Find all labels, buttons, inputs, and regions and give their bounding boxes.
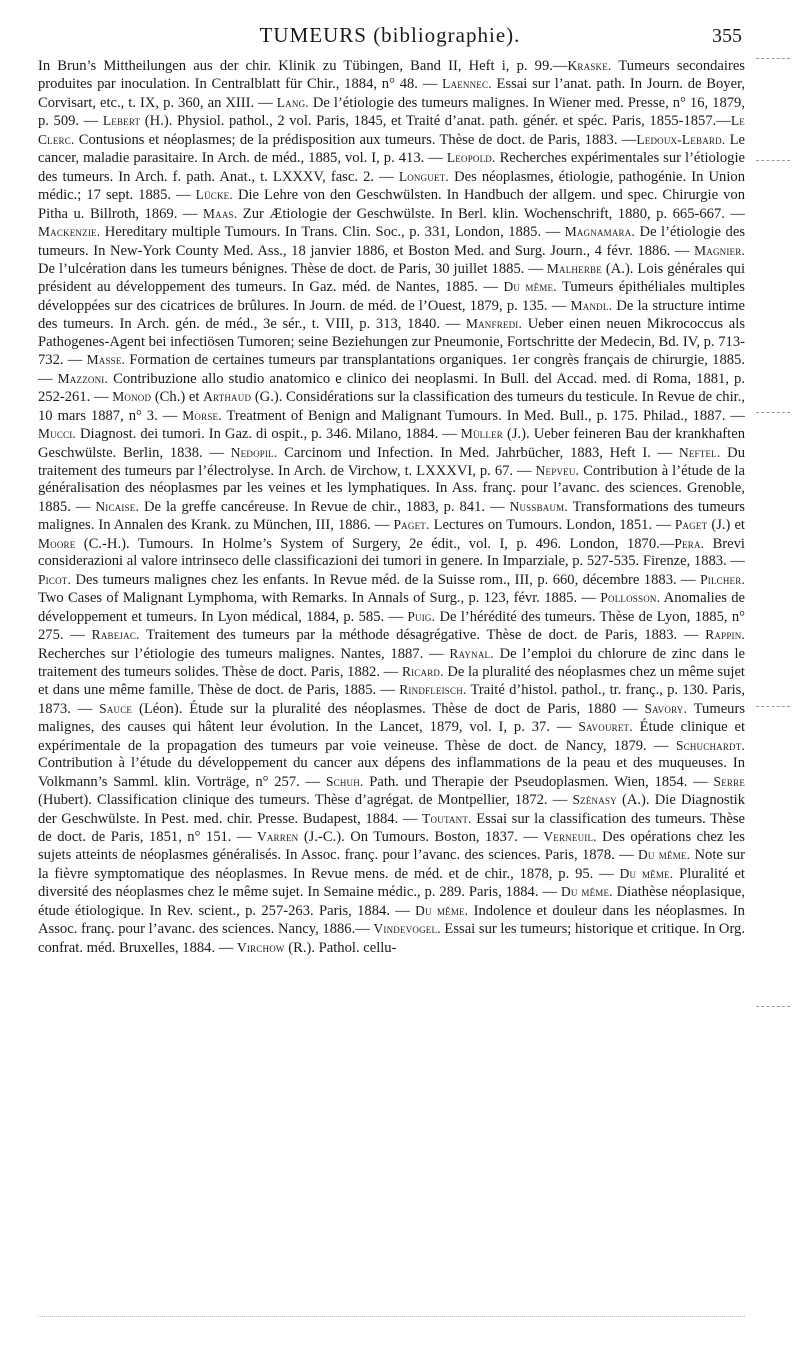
running-title: TUMEURS (bibliographie). xyxy=(259,23,521,47)
author-name: Nicaise. xyxy=(95,498,140,514)
author-name: Toutant. xyxy=(422,810,472,826)
author-name: Magnamara. xyxy=(564,224,636,240)
citation-text: De la pluralité des néoplasmes chez un même sujet et dans une même famille. Thèse de doct. de Paris, 1885. — xyxy=(38,663,745,699)
bibliography-paragraph xyxy=(38,57,745,1107)
author-name: Pollosson. xyxy=(600,590,661,606)
citation-text: (Ch.) et xyxy=(151,389,204,406)
author-name: Malherbe xyxy=(546,260,602,276)
author-name: Longuet. xyxy=(398,168,449,184)
citation-text: (A.). Die Diagnostik der Geschwülste. In Pest. med. chir. Presse. Budapest, 1884. — xyxy=(38,792,745,827)
author-name: Schuh. xyxy=(325,773,364,789)
citation-text: Contusions et néoplasmes; de la prédisposition aux tumeurs. Thèse de doct. de Paris, 1883. — xyxy=(74,131,637,148)
citation-text: (C.-H.). Tumours. In Holme’s System of Surgery, 2e édit., vol. I, p. 496. London, 1870.— xyxy=(75,535,675,552)
citation-text: Diagnost. dei tumori. In Gaz. di ospit., p. 346. Milano, 1884. — xyxy=(76,426,461,443)
author-name: Rabejac. xyxy=(91,627,140,643)
author-name: Verneuil. xyxy=(543,829,597,845)
citation-text: Two Cases of Malignant Lymphoma, with Remarks. In Annals of Surg., p. 123, févr. 1885. — xyxy=(38,590,601,607)
author-name: Virchow xyxy=(237,939,285,955)
citation-text: In Brun’s Mittheilungen aus der chir. Klinik zu Tübingen, Band II, Heft i, p. 99.— xyxy=(38,58,568,74)
author-name: Nedopil. xyxy=(230,444,278,460)
author-name: Paget xyxy=(674,517,708,533)
scan-margin-mark xyxy=(756,160,790,161)
citation-text: Treatment of Benign and Malignant Tumours. In Med. Bull., p. 175. Philad., 1887. — xyxy=(221,407,745,424)
citation-text: Die Lehre von den Geschwülsten. In Handbuch der allgem. und spec. Chirurgie von Pitha u. Billroth, 1869. — xyxy=(38,187,745,222)
citation-text: De l’hérédité des tumeurs. Thèse de Lyon, 1885, n° 275. — xyxy=(38,608,745,644)
author-name: Nussbaum. xyxy=(509,498,568,514)
author-name: Leopold. xyxy=(446,150,496,166)
citation-text: Ueber einen neuen Mikrococcus als Pathogenes-Agent bei infectiösen Tumoren; seine Beziehungen zur Pneumonie, Fortschritte der Medecin, Bd. IV, p. 713-732. — xyxy=(38,316,745,369)
author-name: Masse. xyxy=(86,352,126,368)
citation-text: Lectures on Tumours. London, 1851. — xyxy=(429,517,675,534)
citation-text: (A.). Lois générales qui président au développement des tumeurs. In Gaz. méd. de Nantes, 1885. — xyxy=(38,260,745,296)
author-name: Maas. xyxy=(203,205,238,221)
citation-text: Tumeurs épithéliales multiples développées sur des cicatrices de brûlures. In Journ. de méd. de l’Ouest, 1879, p. 135. — xyxy=(38,279,745,314)
author-name: Sauce xyxy=(99,700,133,716)
citation-text: Pluralité et diversité des néoplasmes chez le même sujet. In Semaine médic., p. 289. Paris, 1884. — xyxy=(38,865,745,901)
citation-text: (Hubert). Classification clinique des tumeurs. Thèse d’agrégat. de Montpellier, 1872. — xyxy=(38,792,573,809)
author-name: Le Clerc. xyxy=(38,113,745,147)
page-number: 355 xyxy=(712,25,742,47)
scan-margin-mark xyxy=(756,58,790,59)
scan-bottom-edge xyxy=(38,1316,745,1317)
citation-text: Carcinom und Infection. In Med. Jahrbücher, 1883, Heft I. — xyxy=(277,444,679,461)
author-name: Du même. xyxy=(638,847,691,863)
author-name: Moore xyxy=(38,535,76,551)
author-name: Nepveu. xyxy=(535,462,580,478)
citation-text: Essai sur l’anat. path. In Journ. de Boyer, Corvisart, etc., t. IX, p. 360, an XIII. — xyxy=(38,76,745,111)
citation-text: Tumeurs secondaires produites par inoculation. In Centralblatt für Chir., 1884, n° 48. — xyxy=(38,58,745,93)
citation-text: Étude clinique et expérimentale de la propagation des tumeurs par voie veineuse. Thèse de doct. de Nancy, 1879. — xyxy=(38,719,745,754)
citation-text: Le cancer, maladie parasitaire. In Arch. de méd., 1885, vol. I, p. 413. — xyxy=(38,131,745,167)
citation-text: Hereditary multiple Tumours. In Trans. Clin. Soc., p. 331, London, 1885. — xyxy=(100,224,565,241)
citation-text: Essai sur la classification des tumeurs. Thèse de doct. de Paris, 1851, n° 151. — xyxy=(38,810,745,846)
author-name: Vindevogel. xyxy=(373,921,441,937)
author-name: Savory. xyxy=(644,700,688,716)
citation-text: De l’emploi du chlorure de zinc dans le traitement des tumeurs solides. Thèse de doct. Paris, 1882. — xyxy=(38,645,745,680)
author-name: Ledoux-Lebard. xyxy=(636,131,726,147)
author-name: Du même. xyxy=(503,279,557,295)
citation-text: Traitement des tumeurs par la méthode désagrégative. Thèse de doct. de Paris, 1883. — xyxy=(139,627,706,644)
author-name: Lücke. xyxy=(195,187,233,203)
author-name: Morse. xyxy=(182,407,222,423)
citation-text: Indolence et douleur dans les néoplasmes. In Assoc. franç. pour l’avanc. des sciences. Nancy, 1886.— xyxy=(38,902,745,938)
bibliography-text xyxy=(38,57,745,957)
author-name: Rappin. xyxy=(705,627,745,643)
author-name: Laennec. xyxy=(442,76,492,92)
author-name: Monod xyxy=(112,389,152,405)
citation-text: (G.). Considérations sur la classification des tumeurs du testicule. In Revue de chir., 10 mars 1887, n° 3. — xyxy=(38,389,745,424)
citation-text: De la greffe cancéreuse. In Revue de chir., 1883, p. 841. — xyxy=(139,498,510,515)
author-name: Manfredi. xyxy=(465,316,523,332)
scan-margin-mark xyxy=(756,412,790,413)
citation-text: De l’étiologie des tumeurs malignes. In Wiener med. Presse, n° 16, 1879, p. 509. — xyxy=(38,94,745,130)
citation-text: Note sur la fièvre symptomatique des néoplasmes. In Revue mens. de méd. et de chir., 1878, p. 95. — xyxy=(38,847,745,882)
citation-text: Recherches sur l’étiologie des tumeurs malignes. Nantes, 1887. — xyxy=(38,645,450,662)
author-name: Schuchardt. xyxy=(675,737,745,753)
page-header xyxy=(38,18,742,52)
citation-text: Contribution à l’étude du développement du cancer aux dépens des inflammations de la peau et des muqueuses. In Volkmann’s Samml. klin. Vorträge, n° 257. — xyxy=(38,755,745,790)
citation-text: (H.). Physiol. pathol., 2 vol. Paris, 1845, et Traité d’anat. path. génér. et spéc. Paris, 1855-1857.— xyxy=(140,113,731,130)
author-name: Ricard. xyxy=(401,663,444,679)
citation-text: Traité d’histol. pathol., tr. franç., p. 130. Paris, 1873. — xyxy=(38,682,745,717)
citation-text: Des tumeurs malignes chez les enfants. In Revue méd. de la Suisse rom., III, p. 660, décembre 1883. — xyxy=(71,571,701,588)
citation-text: De la structure intime des tumeurs. In Arch. gén. de méd., 3e sér., t. VIII, p. 313, 1840. — xyxy=(38,297,745,333)
author-name: Mazzoni. xyxy=(57,370,109,386)
author-name: Mandl. xyxy=(570,297,613,313)
author-name: Müller xyxy=(460,426,503,442)
citation-text: De l’ulcération dans les tumeurs bénignes. Thèse de doct. de Paris, 30 juillet 1885. — xyxy=(38,260,547,277)
citation-text: Essai sur les tumeurs; historique et critique. In Org. confrat. méd. Bruxelles, 1884. — xyxy=(38,921,745,956)
citation-text: Transformations des tumeurs malignes. In Annalen des Krank. zu München, III, 1886. — xyxy=(38,498,745,534)
citation-text: Des opérations chez les sujets atteints de néoplasmes généralisés. In Assoc. franç. pour l’avanc. des sciences. Paris, 1878. — xyxy=(38,829,745,864)
citation-text: (J.). Ueber feineren Bau der krankhaften Geschwülste. Berlin, 1838. — xyxy=(38,426,745,461)
author-name: Magnier. xyxy=(694,242,745,258)
citation-text: (J.) et xyxy=(707,517,745,534)
citation-text: Recherches expérimentales sur l’étiologie des tumeurs. In Arch. f. path. Anat., t. LXXXV, fasc. 2. — xyxy=(38,150,745,185)
author-name: Rindfleisch. xyxy=(399,682,467,698)
author-name: Arthaud xyxy=(203,389,252,405)
citation-text: Contribuzione allo studio anatomico e clinico dei neoplasmi. In Bull. del Accad. med. di Roma, 1881, p. 252-261. — xyxy=(38,370,745,406)
citation-text: Path. und Therapie der Pseudoplasmen. Wien, 1854. — xyxy=(363,773,714,790)
citation-text: Des néoplasmes, étiologie, pathogénie. In Union médic.; 17 sept. 1885. — xyxy=(38,168,745,204)
scan-margin-mark xyxy=(756,1006,790,1007)
citation-text: Tumeurs malignes, des causes qui hâtent leur évolution. In the Lancet, 1879, vol. I, p. 37. — xyxy=(38,700,745,736)
citation-text: Du traitement des tumeurs par l’électrolyse. In Arch. de Virchow, t. LXXXVI, p. 67. — xyxy=(38,444,745,479)
citation-text: Contribution à l’étude de la généralisation des néoplasmes par les veines et les lymphatiques. In Ass. franç. pour l’avanc. des sciences. Grenoble, 1885. — xyxy=(38,462,745,515)
author-name: Pera. xyxy=(674,535,705,551)
scan-margin-mark xyxy=(756,706,790,707)
citation-text: Formation de certaines tumeurs par transplantations organiques. 1er congrès français de chirurgie, 1885. — xyxy=(38,352,745,387)
author-name: Du même. xyxy=(619,865,674,881)
author-name: Savouret. xyxy=(578,719,633,735)
author-name: Picot. xyxy=(38,571,72,587)
author-name: Szénasy xyxy=(572,792,617,808)
author-name: Mackenzie. xyxy=(38,224,101,240)
author-name: Serre xyxy=(713,773,745,789)
citation-text: Anomalies de développement et tumeurs. In Lyon médical, 1884, p. 585. — xyxy=(38,590,745,625)
author-name: Lang. xyxy=(276,94,309,110)
author-name: Lebert xyxy=(102,113,141,129)
citation-text: Diathèse néoplasique, étude étiologique. In Rev. scient., p. 257-263. Paris, 1884. — xyxy=(38,884,745,919)
author-name: Mucci. xyxy=(38,426,76,442)
author-name: Puig. xyxy=(407,608,436,624)
author-name: Raynal. xyxy=(449,645,494,661)
citation-text: (Léon). Étude sur la pluralité des néoplasmes. Thèse de doct de Paris, 1880 — xyxy=(132,700,645,717)
author-name: Du même. xyxy=(560,884,613,900)
author-name: Neftel. xyxy=(678,444,721,460)
citation-text: Zur Ætiologie der Geschwülste. In Berl. klin. Wochenschrift, 1880, p. 665-667. — xyxy=(237,205,745,222)
author-name: Varren xyxy=(256,829,299,845)
author-name: Du même. xyxy=(415,902,469,918)
citation-text: (J.-C.). On Tumours. Boston, 1837. — xyxy=(298,829,544,846)
author-name: Pilcher. xyxy=(700,571,745,587)
citation-text: (R.). Pathol. cellu- xyxy=(284,939,397,956)
author-name: Kraske. xyxy=(567,58,612,73)
author-name: Paget. xyxy=(393,517,430,533)
citation-text: De l’étiologie des tumeurs. In New-York County Med. Ass., 18 janvier 1886, et Boston Med. and Surg. Journ., 4 févr. 1886. — xyxy=(38,224,745,259)
citation-text: Brevi considerazioni al valore intrinseco delle classificazioni dei tumori in genere. In Imparziale, p. 527-535. Firenze, 1883. — xyxy=(38,535,745,570)
